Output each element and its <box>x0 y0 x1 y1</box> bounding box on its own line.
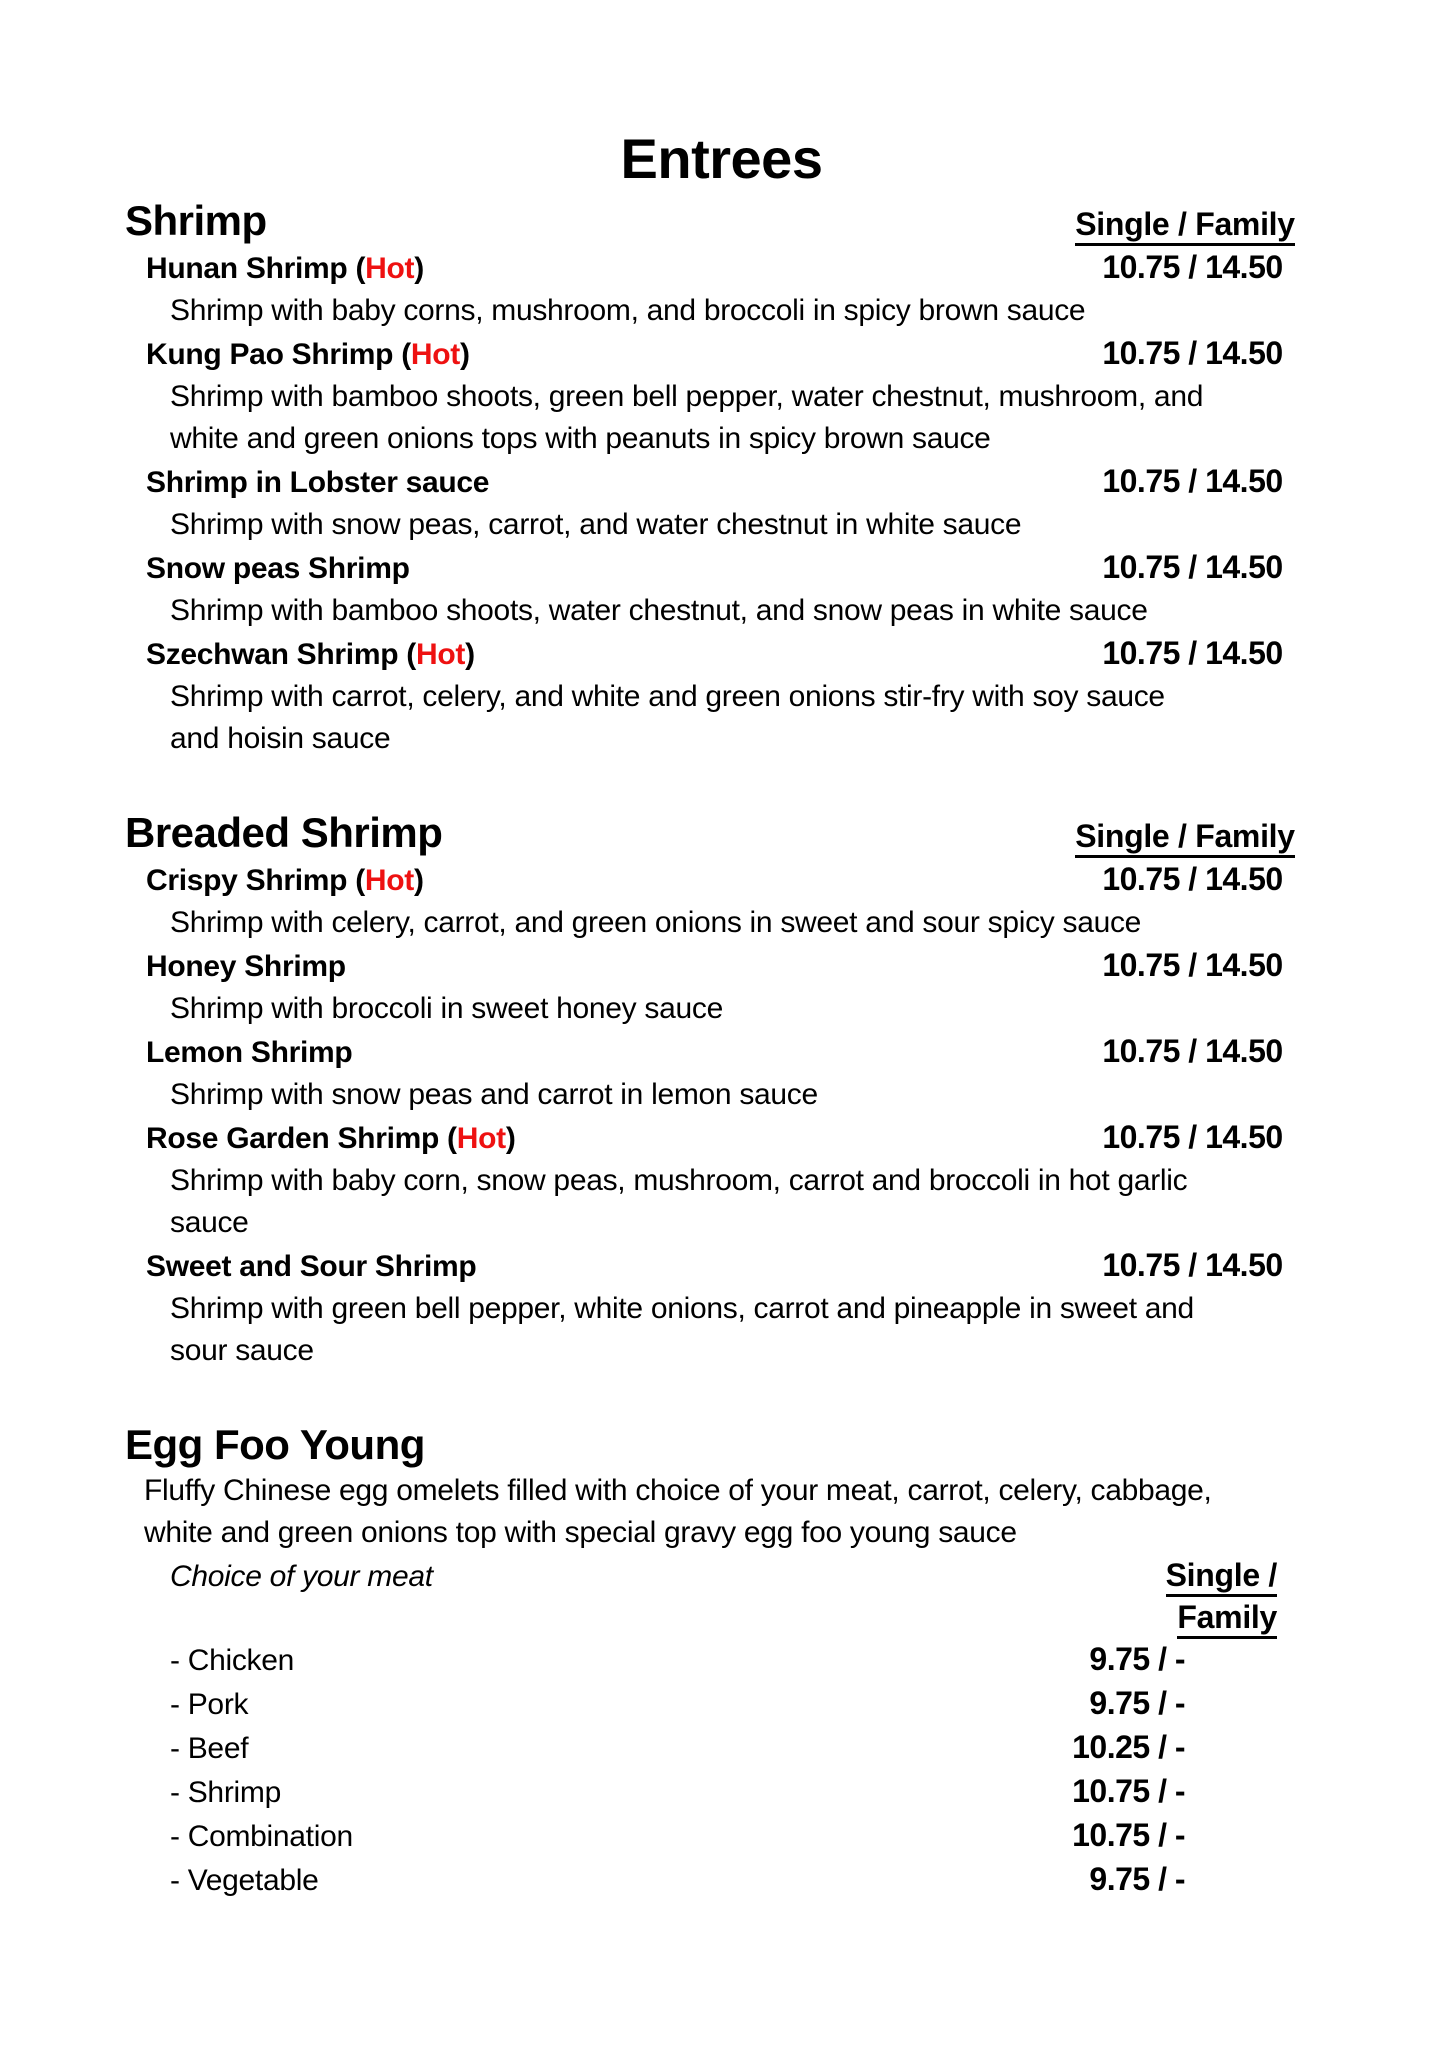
item-description-row <box>125 1288 1305 1330</box>
item-description-line: Shrimp with carrot, celery, and white and green onions stir-fry with soy sauce <box>170 680 1165 713</box>
menu-item-row <box>125 1030 1305 1074</box>
hot-badge: Hot <box>365 252 415 285</box>
choice-of-meat-row <box>125 1554 1305 1638</box>
option-price: 10.25 / - <box>1072 1729 1185 1765</box>
hot-badge: Hot <box>415 638 466 671</box>
option-label: - Vegetable <box>170 1864 319 1897</box>
item-description-line: sour sauce <box>170 1334 314 1367</box>
section-description-row <box>125 1470 1305 1512</box>
item-description-line: Shrimp with celery, carrot, and green onions in sweet and sour spicy sauce <box>170 906 1142 939</box>
section-description-line: white and green onions top with special gravy egg foo young sauce <box>144 1516 1017 1549</box>
item-description-line: Shrimp with snow peas, carrot, and water chestnut in white sauce <box>170 508 1022 541</box>
item-name: Szechwan Shrimp (Hot) <box>146 638 475 671</box>
item-description-line: Shrimp with baby corn, snow peas, mushroom, carrot and broccoli in hot garlic <box>170 1164 1188 1197</box>
item-description-row <box>125 1330 1305 1372</box>
meat-option-row <box>125 1858 1305 1902</box>
item-description-row <box>125 376 1305 418</box>
option-label: - Pork <box>170 1688 249 1721</box>
item-price: 10.75 / 14.50 <box>1102 635 1283 671</box>
item-price: 10.75 / 14.50 <box>1102 463 1283 499</box>
item-price: 10.75 / 14.50 <box>1102 1033 1283 1069</box>
item-name: Shrimp in Lobster sauce <box>146 466 490 499</box>
item-description-line: Shrimp with broccoli in sweet honey sauce <box>170 992 723 1025</box>
menu-item-row <box>125 332 1305 376</box>
item-name: Crispy Shrimp (Hot) <box>146 864 424 897</box>
choice-of-meat-label: Choice of your meat <box>170 1560 433 1593</box>
section-header-row <box>125 808 1305 858</box>
section-description-row <box>125 1512 1305 1554</box>
hot-badge: Hot <box>456 1122 506 1155</box>
option-label: - Beef <box>170 1732 249 1765</box>
item-price: 10.75 / 14.50 <box>1102 1247 1283 1283</box>
option-price: 9.75 / - <box>1089 1685 1185 1721</box>
menu-item-row <box>125 858 1305 902</box>
menu-item-row <box>125 1244 1305 1288</box>
item-description-line: sauce <box>170 1206 249 1239</box>
section-heading: Shrimp <box>125 197 267 244</box>
item-name: Kung Pao Shrimp (Hot) <box>146 338 470 371</box>
hot-badge: Hot <box>410 338 461 371</box>
item-name: Hunan Shrimp (Hot) <box>146 252 424 285</box>
option-label: - Chicken <box>170 1644 295 1677</box>
item-description-row <box>125 504 1305 546</box>
menu-item-row <box>125 546 1305 590</box>
option-price: 9.75 / - <box>1089 1861 1185 1897</box>
menu-item-row <box>125 1116 1305 1160</box>
item-description-line: white and green onions tops with peanuts in spicy brown sauce <box>170 422 991 455</box>
item-name: Sweet and Sour Shrimp <box>146 1250 477 1283</box>
page-title: Entrees <box>620 127 823 190</box>
menu-item-row <box>125 944 1305 988</box>
option-price: 9.75 / - <box>1089 1641 1185 1677</box>
item-price: 10.75 / 14.50 <box>1102 335 1283 371</box>
item-name: Honey Shrimp <box>146 950 346 983</box>
section-heading: Breaded Shrimp <box>125 809 443 856</box>
item-description-line: Shrimp with bamboo shoots, green bell pepper, water chestnut, mushroom, and <box>170 380 1204 413</box>
item-description-row <box>125 290 1305 332</box>
item-name: Lemon Shrimp <box>146 1036 353 1069</box>
price-column-header <box>1065 815 1305 857</box>
item-description-line: Shrimp with baby corns, mushroom, and broccoli in spicy brown sauce <box>170 294 1086 327</box>
item-description-row <box>125 718 1305 760</box>
meat-option-row <box>125 1814 1305 1858</box>
item-price: 10.75 / 14.50 <box>1102 249 1283 285</box>
option-price: 10.75 / - <box>1072 1817 1185 1853</box>
price-column-header <box>1065 203 1305 245</box>
item-description-row <box>125 1074 1305 1116</box>
item-description-line: Shrimp with green bell pepper, white onions, carrot and pineapple in sweet and <box>170 1292 1194 1325</box>
section-header-row <box>125 1420 1305 1470</box>
price-column-header-text: Single / Family <box>1075 206 1295 246</box>
menu-item-row <box>125 246 1305 290</box>
item-description-row <box>125 1160 1305 1202</box>
item-name: Rose Garden Shrimp (Hot) <box>146 1122 516 1155</box>
item-description-row <box>125 902 1305 944</box>
meat-option-row <box>125 1682 1305 1726</box>
option-price: 10.75 / - <box>1072 1773 1185 1809</box>
item-price: 10.75 / 14.50 <box>1102 947 1283 983</box>
item-description-row <box>125 1202 1305 1244</box>
section-heading: Egg Foo Young <box>125 1421 425 1468</box>
item-description-line: Shrimp with bamboo shoots, water chestnut, and snow peas in white sauce <box>170 594 1148 627</box>
meat-option-row <box>125 1770 1305 1814</box>
meat-option-row <box>125 1726 1305 1770</box>
item-description-line: Shrimp with snow peas and carrot in lemon sauce <box>170 1078 818 1111</box>
item-description-row <box>125 988 1305 1030</box>
item-description-row <box>125 590 1305 632</box>
menu-item-row <box>125 460 1305 504</box>
section-header-row <box>125 196 1305 246</box>
price-column-header-text: Single / Family <box>1075 818 1295 858</box>
section-egg-foo-young <box>125 1420 1305 1902</box>
section-breaded-shrimp <box>125 808 1305 1372</box>
option-label: - Combination <box>170 1820 353 1853</box>
menu-content <box>125 196 1305 1902</box>
item-description-row <box>125 418 1305 460</box>
item-price: 10.75 / 14.50 <box>1102 861 1283 897</box>
price-column-header <box>1065 1554 1305 1638</box>
menu-item-row <box>125 632 1305 676</box>
item-price: 10.75 / 14.50 <box>1102 549 1283 585</box>
item-description-line: and hoisin sauce <box>170 722 391 755</box>
meat-option-row <box>125 1638 1305 1682</box>
hot-badge: Hot <box>364 864 414 897</box>
item-description-row <box>125 676 1305 718</box>
section-shrimp <box>125 196 1305 760</box>
item-price: 10.75 / 14.50 <box>1102 1119 1283 1155</box>
price-column-header-text: Single / Family <box>1166 1557 1277 1639</box>
item-name: Snow peas Shrimp <box>146 552 410 585</box>
option-label: - Shrimp <box>170 1776 281 1809</box>
section-description-line: Fluffy Chinese egg omelets filled with choice of your meat, carrot, celery, cabbage, <box>144 1474 1212 1507</box>
